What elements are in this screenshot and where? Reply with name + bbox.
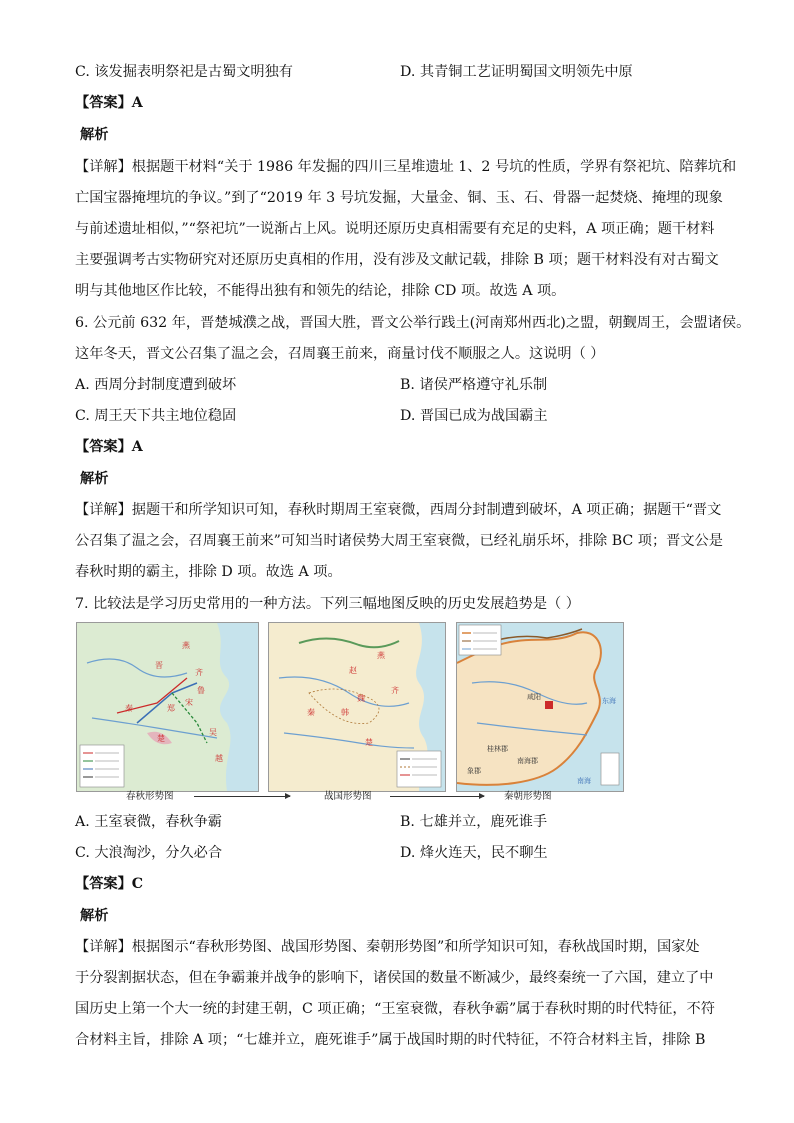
- map1-label-qin: 秦: [125, 704, 133, 713]
- caption-spring-autumn: 春秋形势图: [126, 791, 174, 802]
- q6-option-a: A. 西周分封制度遭到破坏: [75, 377, 237, 393]
- map2-label-yan: 燕: [377, 651, 385, 660]
- q5-detail-line-1: 【详解】根据题干材料“关于 1986 年发掘的四川三星堆遗址 1、2 号坑的性质，学界有祭祀坑、陪葬坑和: [75, 159, 737, 175]
- map3-label-xianyang: 咸阳: [527, 693, 541, 701]
- q6-stem-line-2: 这年冬天，晋文公召集了温之会，召周襄王前来，商量讨伐不顺服之人。这说明（ ）: [75, 346, 605, 362]
- map1-label-yue: 越: [215, 754, 223, 763]
- q6-detail-line-3: 春秋时期的霸主，排除 D 项。故选 A 项。: [75, 564, 342, 580]
- map1-label-chu: 楚: [157, 734, 165, 743]
- q7-option-c: C. 大浪淘沙，分久必合: [75, 845, 223, 861]
- q7-option-b: B. 七雄并立，鹿死谁手: [400, 814, 548, 830]
- map2-label-han: 韩: [341, 708, 349, 717]
- map2-label-chu: 楚: [365, 738, 373, 747]
- map2-label-zhao: 赵: [349, 666, 357, 675]
- map3-label-nanhai: 南海: [577, 777, 591, 785]
- map1-label-jin: 晋: [155, 661, 163, 670]
- q6-answer: 【答案】A: [75, 439, 143, 455]
- map3-label-donghai: 东海: [602, 697, 616, 705]
- q5-detail-line-5: 明与其他地区作比较，不能得出独有和领先的结论，排除 CD 项。故选 A 项。: [75, 283, 566, 299]
- caption-qin: 秦朝形势图: [504, 791, 552, 802]
- warring-states-map-graphic: [269, 623, 445, 791]
- q5-detail-line-3: 与前述遗址相似，”“祭祀坑”一说渐占上风。说明还原历史真相需要有充足的史料，A 项正确；题干材料: [75, 221, 715, 237]
- q5-answer: 【答案】A: [75, 95, 143, 111]
- q6-option-b: B. 诸侯严格遵守礼乐制: [400, 377, 548, 393]
- q7-detail-line-3: 国历史上第一个大一统的封建王朝，C 项正确；“王室衰微，春秋争霸”属于春秋时期的时代特征，不符: [75, 1001, 715, 1017]
- trend-arrow-1: [194, 796, 290, 797]
- map2-label-qin: 秦: [307, 708, 315, 717]
- map1-label-song: 宋: [185, 698, 193, 707]
- q7-analysis-label: 解析: [80, 908, 109, 924]
- q6-analysis-label: 解析: [80, 471, 109, 487]
- warring-states-map: [268, 622, 446, 792]
- qin-dynasty-map-graphic: [457, 623, 623, 791]
- q7-detail-line-4: 合材料主旨，排除 A 项；“七雄并立，鹿死谁手”属于战国时期的时代特征，不符合材料主旨，排除 B: [75, 1032, 706, 1048]
- map2-label-wei: 魏: [357, 694, 365, 703]
- map2-label-qi: 齐: [391, 686, 399, 695]
- map1-label-qi: 齐: [195, 668, 203, 677]
- q5-option-d: D. 其青铜工艺证明蜀国文明领先中原: [400, 64, 633, 80]
- q7-detail-line-2: 于分裂割据状态，但在争霸兼并战争的影响下，诸侯国的数量不断减少，最终秦统一了六国，建立了中: [75, 970, 714, 986]
- q7-map-figure: [76, 622, 624, 804]
- spring-autumn-map-graphic: [77, 623, 258, 791]
- q5-option-c: C. 该发掘表明祭祀是古蜀文明独有: [75, 64, 293, 80]
- q6-detail-line-1: 【详解】据题干和所学知识可知，春秋时期周王室衰微，西周分封制遭到破坏，A 项正确；据题干“晋文: [75, 502, 722, 518]
- q7-option-d: D. 烽火连天，民不聊生: [400, 845, 548, 861]
- q5-detail-line-4: 主要强调考古实物研究对还原历史真相的作用，没有涉及文献记载，排除 B 项；题干材料没有对古蜀文: [75, 252, 719, 268]
- map3-label-nanhai-jun: 南海郡: [517, 757, 538, 765]
- trend-arrow-2: [390, 796, 484, 797]
- q5-detail-line-2: 亡国宝器掩埋坑的争议。”到了“2019 年 3 号坑发掘，大量金、铜、玉、石、骨器一起焚烧、掩埋的现象: [75, 190, 723, 206]
- caption-warring-states: 战国形势图: [324, 791, 372, 802]
- map1-label-wu: 吴: [209, 728, 217, 737]
- map1-label-yan: 燕: [182, 641, 190, 650]
- q7-option-a: A. 王室衰微，春秋争霸: [75, 814, 222, 830]
- q6-detail-line-2: 公召集了温之会，召周襄王前来”可知当时诸侯势大周王室衰微，已经礼崩乐坏，排除 BC 项；晋文公是: [75, 533, 723, 549]
- q7-stem: 7. 比较法是学习历史常用的一种方法。下列三幅地图反映的历史发展趋势是（ ）: [75, 596, 580, 612]
- map3-label-xiang: 象郡: [467, 767, 481, 775]
- q6-option-c: C. 周王天下共主地位稳固: [75, 408, 237, 424]
- q7-answer: 【答案】C: [75, 876, 144, 892]
- q6-stem-line-1: 6. 公元前 632 年，晋楚城濮之战，晋国大胜，晋文公举行践土(河南郑州西北)之盟，朝觐周王，会盟诸侯。: [75, 315, 751, 331]
- map1-label-lu: 鲁: [197, 686, 205, 695]
- q6-option-d: D. 晋国已成为战国霸主: [400, 408, 548, 424]
- spring-autumn-map: [76, 622, 259, 792]
- map1-label-zheng: 郑: [167, 704, 175, 713]
- qin-dynasty-map: [456, 622, 624, 792]
- q5-analysis-label: 解析: [80, 127, 109, 143]
- q7-detail-line-1: 【详解】根据图示“春秋形势图、战国形势图、秦朝形势图”和所学知识可知，春秋战国时期，国家处: [75, 939, 700, 955]
- map3-label-guilin: 桂林郡: [487, 745, 508, 753]
